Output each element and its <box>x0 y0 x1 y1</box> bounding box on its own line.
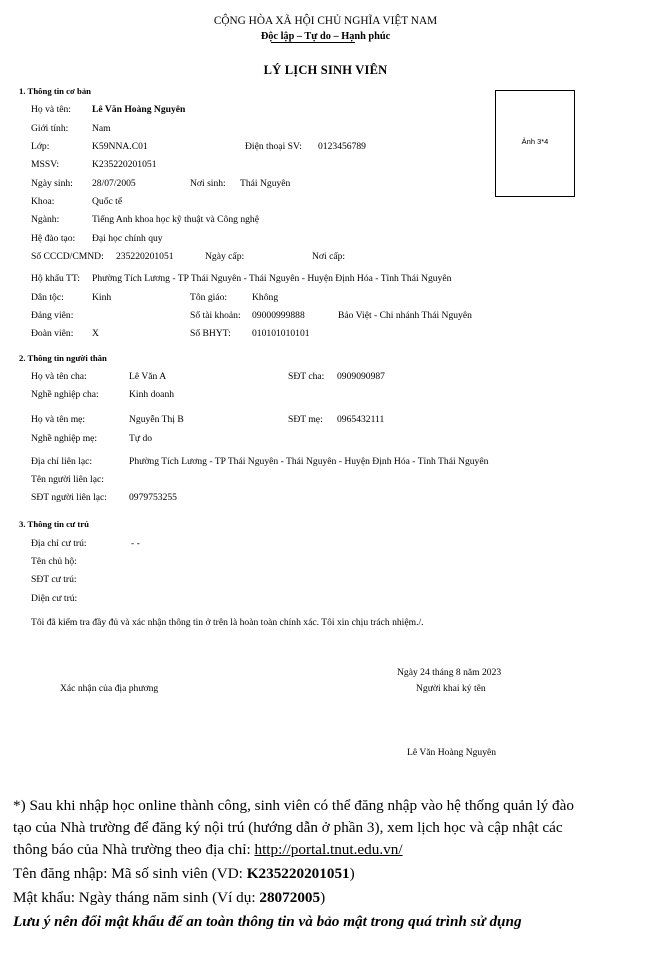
id-label: Số CCCD/CMND: <box>31 251 104 262</box>
insurance-value: 010101010101 <box>252 328 310 339</box>
insurance-label: Số BHYT: <box>190 328 231 339</box>
portal-link[interactable]: http://portal.tnut.edu.vn/ <box>254 841 403 858</box>
name-label: Họ và tên: <box>31 104 71 115</box>
father-phone-value: 0909090987 <box>337 371 385 382</box>
ethnic-value: Kinh <box>92 292 112 303</box>
father-job-value: Kinh doanh <box>129 389 175 400</box>
pob-label: Nơi sinh: <box>190 178 226 189</box>
note-block <box>13 795 633 933</box>
household-value: Phường Tích Lương - TP Thái Nguyên - Thái Nguyên - Huyện Định Hóa - Tỉnh Thái Nguyên <box>92 273 452 284</box>
major-value: Tiếng Anh khoa học kỹ thuật và Công nghệ <box>92 214 259 225</box>
country-heading: CỘNG HÒA XÃ HỘI CHỦ NGHĨA VIỆT NAM <box>213 15 438 27</box>
issue-place-label: Nơi cấp: <box>312 251 346 262</box>
note-line-1: *) Sau khi nhập học online thành công, sinh viên có thể đăng nhập vào hệ thống quản lý đào <box>13 797 574 814</box>
login-suffix: ) <box>349 865 355 882</box>
youth-label: Đoàn viên: <box>31 328 74 339</box>
address-label: Địa chỉ liên lạc: <box>31 456 93 467</box>
father-value: Lê Văn A <box>129 371 167 382</box>
father-job-label: Nghề nghiệp cha: <box>31 389 99 400</box>
declarant-label: Người khai ký tên <box>416 683 486 694</box>
mssv-value: K235220201051 <box>92 159 157 170</box>
residence-value: - - <box>131 538 140 549</box>
class-value: K59NNA.C01 <box>92 141 148 152</box>
class-label: Lớp: <box>31 141 50 152</box>
mother-job-value: Tự do <box>129 433 153 444</box>
address-value: Phường Tích Lương - TP Thái Nguyên - Thái Nguyên - Huyện Định Hóa - Tỉnh Thái Nguyên <box>129 456 489 467</box>
name-value: Lê Văn Hoàng Nguyên <box>92 104 186 115</box>
login-line <box>13 863 633 885</box>
local-confirm-label: Xác nhận của địa phương <box>60 683 159 694</box>
ethnic-label: Dân tộc: <box>31 292 64 303</box>
gender-value: Nam <box>92 123 111 134</box>
party-label: Đảng viên: <box>31 310 74 321</box>
mother-job-label: Nghề nghiệp mẹ: <box>31 433 98 444</box>
contact-phone-value: 0979753255 <box>129 492 177 503</box>
faculty-value: Quốc tế <box>92 196 123 207</box>
section-3-heading: 3. Thông tin cư trú <box>19 519 89 529</box>
program-value: Đại học chính quy <box>92 233 163 244</box>
photo-label: Ảnh 3*4 <box>521 137 549 146</box>
contact-name-label: Tên người liên lạc: <box>31 474 104 485</box>
page-title: LÝ LỊCH SINH VIÊN <box>263 63 388 77</box>
password-line <box>13 887 633 909</box>
contact-phone-label: SĐT người liên lạc: <box>31 492 107 503</box>
account-label: Số tài khoản: <box>190 310 241 321</box>
section-2-heading: 2. Thông tin người thân <box>19 353 107 363</box>
dob-label: Ngày sinh: <box>31 178 73 189</box>
youth-value: X <box>92 328 99 339</box>
dob-value: 28/07/2005 <box>92 178 136 189</box>
password-example: 28072005 <box>259 889 321 906</box>
bank-value: Bảo Việt - Chi nhánh Thái Nguyên <box>338 310 472 321</box>
household-label: Hộ khẩu TT: <box>31 273 80 284</box>
mssv-label: MSSV: <box>31 159 60 170</box>
program-label: Hệ đào tạo: <box>31 233 76 244</box>
declaration: Tôi đã kiểm tra đầy đủ và xác nhận thông tin ở trên là hoàn toàn chính xác. Tôi xin chịu trách nhiệm./. <box>31 617 424 628</box>
photo-box <box>495 90 575 197</box>
phone-label: Điện thoại SV: <box>245 141 302 152</box>
father-phone-label: SĐT cha: <box>288 371 325 382</box>
login-example: K235220201051 <box>246 865 350 882</box>
section-1-heading: 1. Thông tin cơ bản <box>19 86 92 96</box>
account-value: 09000999888 <box>252 310 305 321</box>
motto: Độc lập – Tự do – Hạnh phúc <box>260 31 391 42</box>
signature-date: Ngày 24 tháng 8 năm 2023 <box>397 667 502 678</box>
id-value: 235220201051 <box>116 251 174 262</box>
signature-name: Lê Văn Hoàng Nguyên <box>407 747 497 758</box>
mother-phone-label: SĐT mẹ: <box>288 414 323 425</box>
mother-value: Nguyễn Thị B <box>129 414 184 425</box>
issue-date-label: Ngày cấp: <box>205 251 245 262</box>
motto-underline <box>271 42 355 43</box>
note-line-3-text: thông báo của Nhà trường theo địa chỉ: <box>13 841 255 858</box>
faculty-label: Khoa: <box>31 196 55 207</box>
note-line-3 <box>13 839 633 861</box>
religion-label: Tôn giáo: <box>190 292 228 303</box>
res-phone-label: SĐT cư trú: <box>31 574 77 585</box>
res-type-label: Diện cư trú: <box>31 593 78 604</box>
father-label: Họ và tên cha: <box>31 371 87 382</box>
note-line-2: tạo của Nhà trường để đăng ký nội trú (hướng dẫn ở phần 3), xem lịch học và cập nhật các <box>13 819 563 836</box>
security-warning: Lưu ý nên đổi mật khẩu để an toàn thông tin và bảo mật trong quá trình sử dụng <box>13 913 522 930</box>
residence-label: Địa chỉ cư trú: <box>31 538 87 549</box>
gender-label: Giới tính: <box>31 123 69 134</box>
owner-label: Tên chủ hộ: <box>31 556 77 567</box>
mother-label: Họ và tên mẹ: <box>31 414 86 425</box>
major-label: Ngành: <box>31 214 60 225</box>
mother-phone-value: 0965432111 <box>337 414 385 425</box>
password-suffix: ) <box>320 889 326 906</box>
religion-value: Không <box>252 292 279 303</box>
phone-value: 0123456789 <box>318 141 366 152</box>
pob-value: Thái Nguyên <box>240 178 291 189</box>
login-text: Tên đăng nhập: Mã số sinh viên (VD: <box>13 865 247 882</box>
password-text: Mật khẩu: Ngày tháng năm sinh (Ví dụ: <box>13 889 260 906</box>
